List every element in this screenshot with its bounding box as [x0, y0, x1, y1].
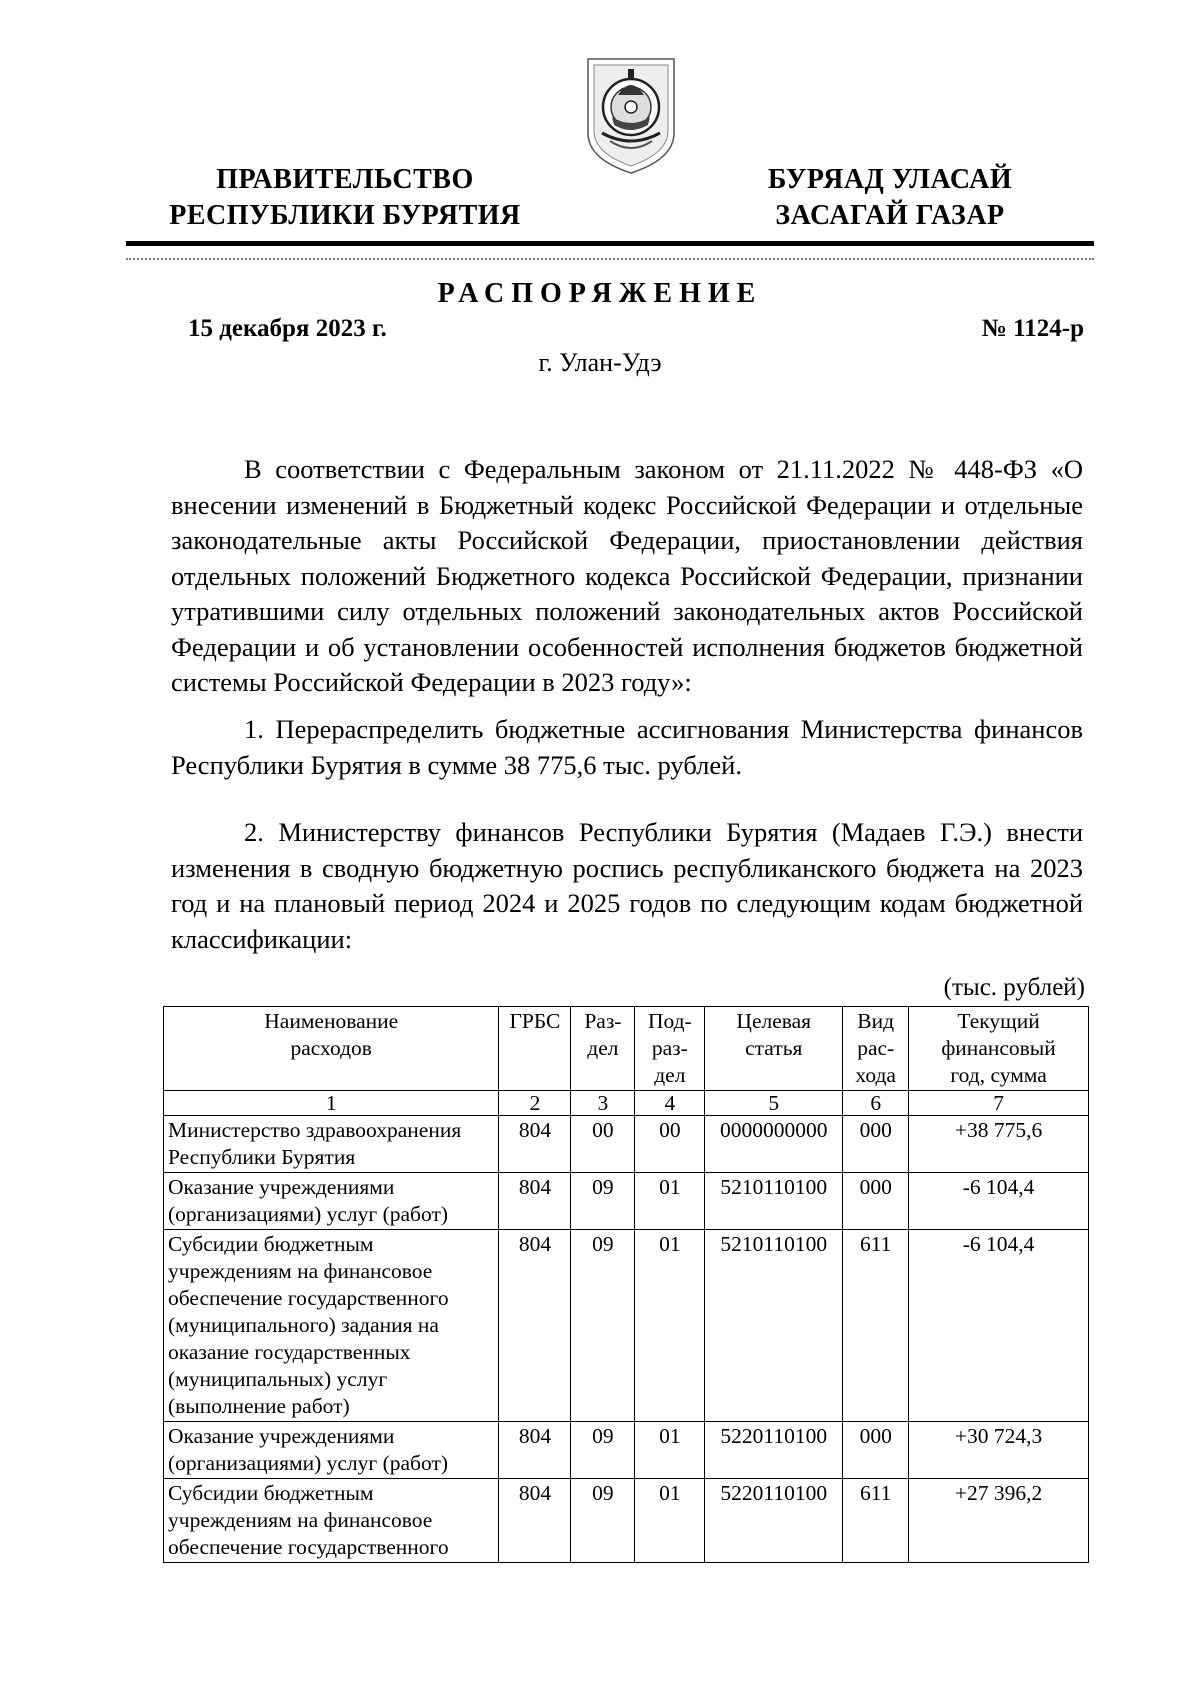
government-name-line2: РЕСПУБЛИКИ БУРЯТИЯ: [169, 200, 521, 231]
item-1-paragraph: 1. Перераспределить бюджетные ассигнования Министерства финансов Республики Бурятия в сумме 38 775,6 тыс. рублей.: [171, 714, 1083, 780]
header-name: Наименование расходов: [164, 1007, 499, 1091]
header-divider-dotted: [126, 258, 1094, 260]
index-cell: 5: [705, 1091, 843, 1116]
row-section: 09: [571, 1230, 635, 1422]
row-grbs: 804: [499, 1116, 571, 1173]
index-cell: 6: [843, 1091, 909, 1116]
row-target: 0000000000: [705, 1116, 843, 1173]
row-subsection: 01: [635, 1173, 705, 1230]
government-name-buryat: [740, 162, 1040, 234]
index-cell: 1: [164, 1091, 499, 1116]
government-name-line1: ПРАВИТЕЛЬСТВО: [216, 164, 474, 195]
row-subsection: 01: [635, 1422, 705, 1479]
row-kind: 000: [843, 1422, 909, 1479]
table-row: [164, 1479, 1089, 1563]
row-name: Оказание учреждениями (организациями) услуг (работ): [164, 1422, 499, 1479]
row-target: 5210110100: [705, 1173, 843, 1230]
row-subsection: 00: [635, 1116, 705, 1173]
index-cell: 4: [635, 1091, 705, 1116]
row-subsection: 01: [635, 1479, 705, 1563]
header-grbs: ГРБС: [499, 1007, 571, 1091]
row-target: 5220110100: [705, 1422, 843, 1479]
row-name: Субсидии бюджетным учреждениям на финансовое обеспечение государственного (муниципального) задания на оказание государственных (муниципальных) услуг (выполнение работ): [164, 1230, 499, 1422]
header-section: Раз- дел: [571, 1007, 635, 1091]
header-kind: Вид рас- хода: [843, 1007, 909, 1091]
table-header-row: [164, 1007, 1089, 1091]
table-row: [164, 1173, 1089, 1230]
row-grbs: 804: [499, 1230, 571, 1422]
row-section: 00: [571, 1116, 635, 1173]
header-subsection: Под- раз- дел: [635, 1007, 705, 1091]
document-number: № 1124-р: [981, 315, 1084, 342]
row-section: 09: [571, 1422, 635, 1479]
row-target: 5220110100: [705, 1479, 843, 1563]
row-amount: +38 775,6: [909, 1116, 1089, 1173]
row-kind: 000: [843, 1116, 909, 1173]
item-2-paragraph: 2. Министерству финансов Республики Бурятия (Мадаев Г.Э.) внести изменения в сводную бюджетную роспись республиканского бюджета на 2023 год и на плановый период 2024 и 2025 годов по следующим кодам бюджетной классификации:: [171, 817, 1083, 954]
row-target: 5210110100: [705, 1230, 843, 1422]
row-amount: -6 104,4: [909, 1173, 1089, 1230]
row-kind: 000: [843, 1173, 909, 1230]
row-name: Оказание учреждениями (организациями) услуг (работ): [164, 1173, 499, 1230]
document-city: г. Улан-Удэ: [538, 348, 662, 377]
preamble-paragraph: В соответствии с Федеральным законом от 21.11.2022 № 448-ФЗ «О внесении изменений в Бюджетный кодекс Российской Федерации и отдельные законодательные акты Российской Федерации, приостановлении действия отдельных положений Бюджетного кодекса Российской Федерации, признании утратившими силу отдельных положений законодательных актов Российской Федерации и об установлении особенностей исполнения бюджетов бюджетной системы Российской Федерации в 2023 году»:: [171, 454, 1083, 697]
row-grbs: 804: [499, 1173, 571, 1230]
row-amount: +30 724,3: [909, 1422, 1089, 1479]
row-kind: 611: [843, 1230, 909, 1422]
row-grbs: 804: [499, 1422, 571, 1479]
table-row: [164, 1230, 1089, 1422]
table-row: [164, 1116, 1089, 1173]
row-name: Субсидии бюджетным учреждениям на финансовое обеспечение государственного: [164, 1479, 499, 1563]
table-row: [164, 1422, 1089, 1479]
header-target: Целевая статья: [705, 1007, 843, 1091]
header-divider-thick: [126, 241, 1094, 246]
row-amount: +27 396,2: [909, 1479, 1089, 1563]
row-grbs: 804: [499, 1479, 571, 1563]
row-name: Министерство здравоохранения Республики Бурятия: [164, 1116, 499, 1173]
document-type-title: РАСПОРЯЖЕНИЕ: [437, 278, 763, 309]
row-section: 09: [571, 1479, 635, 1563]
budget-table: [163, 1006, 1089, 1563]
index-cell: 3: [571, 1091, 635, 1116]
index-cell: 2: [499, 1091, 571, 1116]
government-name-buryat-line2: ЗАСАГАЙ ГАЗАР: [775, 200, 1005, 231]
row-kind: 611: [843, 1479, 909, 1563]
coat-of-arms-emblem-icon: [582, 55, 680, 177]
document-date: 15 декабря 2023 г.: [188, 315, 387, 342]
row-section: 09: [571, 1173, 635, 1230]
table-unit-label: (тыс. рублей): [943, 974, 1085, 1001]
table-index-row: [164, 1091, 1089, 1116]
row-amount: -6 104,4: [909, 1230, 1089, 1422]
index-cell: 7: [909, 1091, 1089, 1116]
government-name-russian: [155, 162, 535, 234]
header-amount: Текущий финансовый год, сумма: [909, 1007, 1089, 1091]
row-subsection: 01: [635, 1230, 705, 1422]
government-name-buryat-line1: БУРЯАД УЛАСАЙ: [767, 164, 1013, 195]
